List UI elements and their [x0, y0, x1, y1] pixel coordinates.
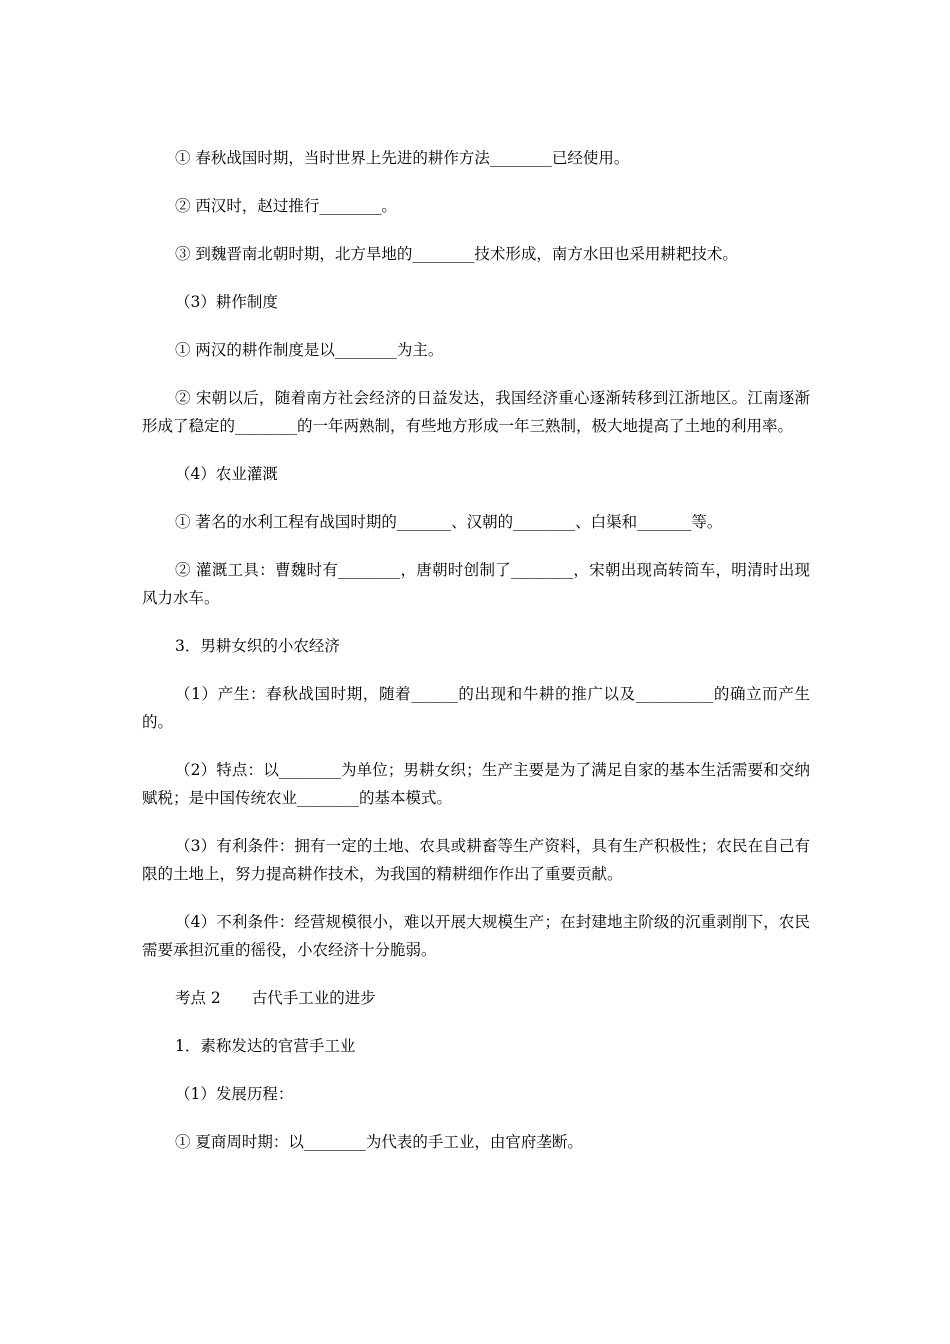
paragraph-wei-jin: ③ 到魏晋南北朝时期，北方旱地的________技术形成，南方水田也采用耕耙技术。 [175, 245, 738, 263]
paragraph-irrigation-tools: ② 灌溉工具：曹魏时有________，唐朝时创制了________，宋朝出现高转筒车，明清时出现风力水车。 [142, 561, 810, 607]
paragraph-western-han: ② 西汉时，赵过推行________。 [175, 197, 397, 215]
paragraph-origin: （1）产生：春秋战国时期，随着______的出现和牛耕的推广以及__________的确立而产生的。 [142, 685, 810, 731]
heading-farming-system: （3）耕作制度 [175, 293, 278, 311]
heading-official-handicraft: 1．素称发达的官营手工业 [175, 1037, 356, 1055]
paragraph-xia-shang-zhou: ① 夏商周时期：以________为代表的手工业，由官府垄断。 [175, 1133, 583, 1151]
heading-exam-point-2: 考点 2 古代手工业的进步 [175, 989, 376, 1007]
document-body [142, 144, 810, 1176]
heading-small-peasant-economy: 3．男耕女织的小农经济 [175, 637, 340, 655]
paragraph-song-economic-center: ② 宋朝以后，随着南方社会经济的日益发达，我国经济重心逐渐转移到江浙地区。江南逐渐形成了稳定的________的一年两熟制，有些地方形成一年三熟制，极大地提高了土地的利用率。 [142, 389, 810, 435]
paragraph-water-projects: ① 著名的水利工程有战国时期的_______、汉朝的________、白渠和_______等。 [175, 513, 723, 531]
paragraph-spring-autumn-method: ① 春秋战国时期，当时世界上先进的耕作方法________已经使用。 [175, 149, 630, 167]
paragraph-disadvantages: （4）不利条件：经营规模很小，难以开展大规模生产；在封建地主阶级的沉重剥削下，农民需要承担沉重的徭役，小农经济十分脆弱。 [142, 913, 810, 959]
paragraph-features: （2）特点：以________为单位；男耕女织；生产主要是为了满足自家的基本生活需要和交纳赋税；是中国传统农业________的基本模式。 [142, 761, 810, 807]
paragraph-advantages: （3）有利条件：拥有一定的土地、农具或耕畜等生产资料，具有生产积极性；农民在自己有限的土地上，努力提高耕作技术，为我国的精耕细作作出了重要贡献。 [142, 837, 810, 883]
heading-development-history: （1）发展历程： [175, 1085, 294, 1103]
heading-irrigation: （4）农业灌溉 [175, 465, 278, 483]
paragraph-han-farming-system: ① 两汉的耕作制度是以________为主。 [175, 341, 444, 359]
